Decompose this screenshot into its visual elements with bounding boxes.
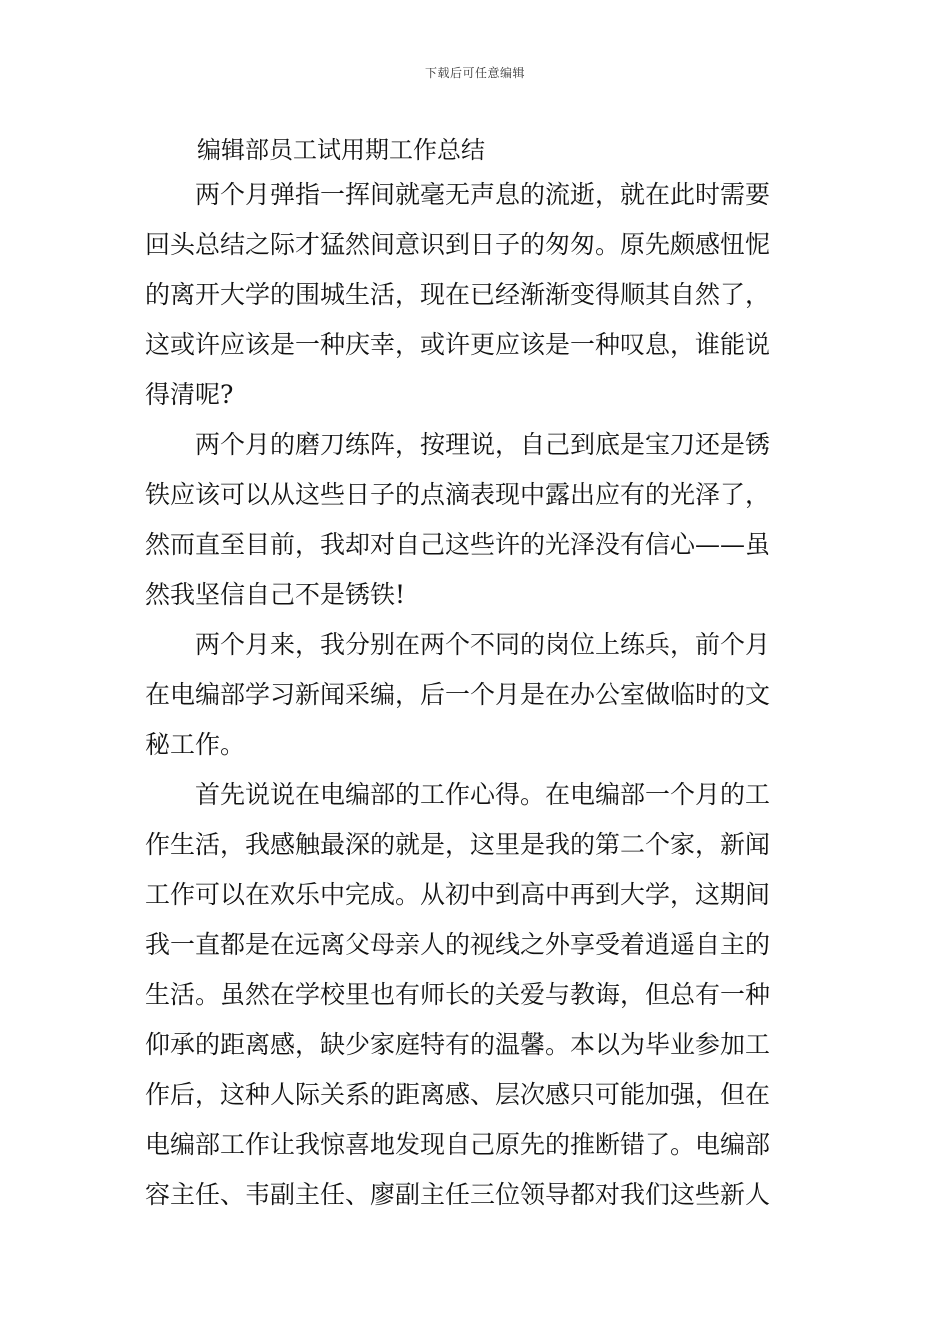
paragraph-line: 得清呢? [145,380,234,409]
paragraph-line: 工作可以在欢乐中完成。从初中到高中再到大学，这期间 [145,880,771,909]
paragraph-line: 在电编部学习新闻采编，后一个月是在办公室做临时的文 [145,680,771,709]
document-title: 编辑部员工试用期工作总结 [197,136,485,164]
paragraph-line: 两个月的磨刀练阵，按理说，自己到底是宝刀还是锈 [195,430,771,459]
paragraph-line: 生活。虽然在学校里也有师长的关爱与教诲，但总有一种 [145,980,771,1009]
paragraph-line: 这或许应该是一种庆幸，或许更应该是一种叹息，谁能说 [145,330,771,359]
paragraph-line: 然而直至目前，我却对自己这些许的光泽没有信心——虽 [145,530,771,559]
paragraph-line: 作后，这种人际关系的距离感、层次感只可能加强，但在 [145,1080,771,1109]
paragraph-2 [145,420,807,620]
paragraph-1 [145,170,807,420]
paragraph-line: 我一直都是在远离父母亲人的视线之外享受着逍遥自主的 [145,930,771,959]
paragraph-line: 电编部工作让我惊喜地发现自己原先的推断错了。电编部 [145,1130,771,1159]
paragraph-3 [145,620,807,770]
paragraph-line: 秘工作。 [145,730,246,759]
paragraph-line: 的离开大学的围城生活，现在已经渐渐变得顺其自然了， [145,280,771,309]
paragraph-line: 铁应该可以从这些日子的点滴表现中露出应有的光泽了， [145,480,771,509]
paragraph-line: 两个月弹指一挥间就毫无声息的流逝，就在此时需要 [195,180,771,209]
paragraph-line: 两个月来，我分别在两个不同的岗位上练兵，前个月 [195,630,771,659]
paragraph-line: 然我坚信自己不是锈铁! [145,580,406,609]
paragraph-line: 回头总结之际才猛然间意识到日子的匆匆。原先颇感忸怩 [145,230,771,259]
paragraph-line: 首先说说在电编部的工作心得。在电编部一个月的工 [195,780,771,809]
paragraph-4 [145,770,807,1220]
paragraph-line: 容主任、韦副主任、廖副主任三位领导都对我们这些新人 [145,1180,771,1209]
header-note: 下载后可任意编辑 [424,66,525,80]
paragraph-line: 仰承的距离感，缺少家庭特有的温馨。本以为毕业参加工 [145,1030,771,1059]
paragraph-line: 作生活，我感触最深的就是，这里是我的第二个家，新闻 [145,830,771,859]
document-body [145,130,807,1220]
